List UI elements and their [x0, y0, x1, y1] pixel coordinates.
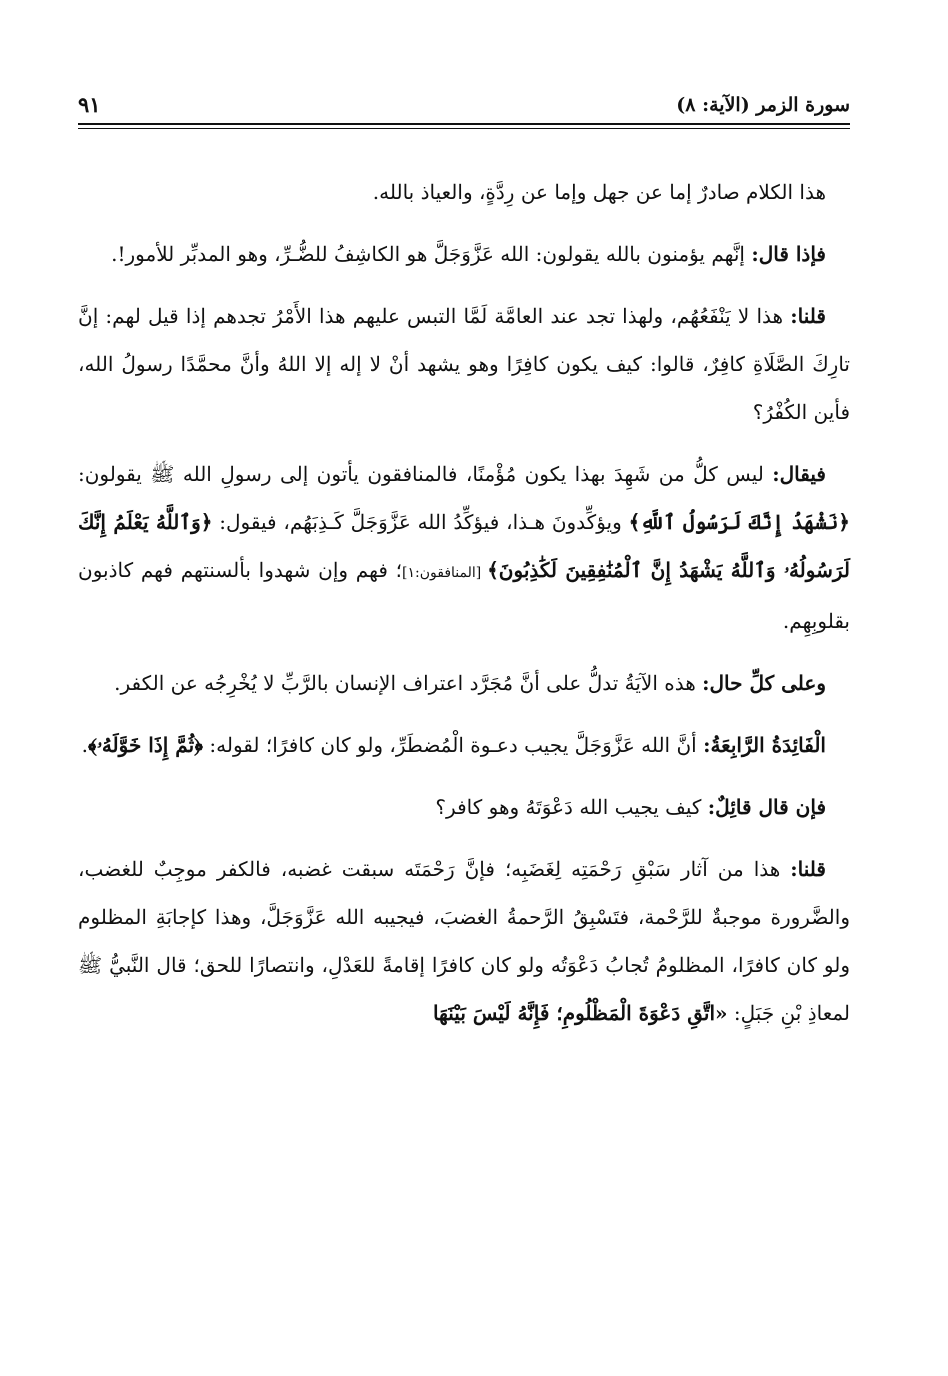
paragraph-text: ؛ فهم وإن شهدوا بألسنتهم فهم كاذبون بقلوبِهِم.	[78, 558, 850, 633]
book-page	[78, 0, 850, 1376]
running-title: سورة الزمر (الآية: ٨)	[676, 94, 850, 116]
paragraph-lead: قلنا:	[790, 304, 826, 328]
paragraph-text: إنَّهم يؤمنون بالله يقولون: الله عَزَّوَجَلَّ هو الكاشِفُ للضُّـرِّ، وهو المدبِّر للأمور!.	[111, 242, 752, 266]
paragraph-lead: فيقال:	[772, 462, 826, 486]
quran-verse: ﴿وَٱللَّهُ يَعْلَمُ إِنَّكَ لَرَسُولُهُۥ وَٱللَّهُ يَشْهَدُ إِنَّ ٱلْمُنَٰفِقِينَ لَكَٰذِبُونَ﴾	[78, 510, 850, 582]
paragraph-text: هذه الآيَةُ تدلُّ على أنَّ مُجَرَّد اعتراف الإنسان بالرَّبِّ لا يُخْرِجُه عن الكفر.	[114, 671, 703, 695]
paragraph-text: كيف يجيب الله دَعْوَتَهُ وهو كافر؟	[435, 795, 708, 819]
paragraph-text: هذا لا يَنْفَعُهُم، ولهذا تجد عند العامَّة لَمَّا التبس عليهم هذا الأَمْرُ تجدهم إذا قيل لهم: إنَّ تارِكَ الصَّلَاةِ كافِرٌ، قالوا: كيف يكون كافِرًا وهو يشهد أنْ لا إله إلا اللهُ وأنَّ محمَّدًا رسولُ الله، فأين الكُفْرُ؟	[78, 304, 850, 424]
paragraph-2	[78, 230, 850, 278]
page-body	[78, 168, 850, 1051]
paragraph-text: هذا الكلام صادرٌ إما عن جهل وإما عن رِدَّةٍ، والعياذ بالله.	[372, 180, 826, 204]
quran-verse: ﴿نَشْهَدُ إِنَّكَ لَرَسُولُ ٱللَّهِ﴾	[628, 510, 851, 534]
paragraph-6	[78, 721, 850, 769]
paragraph-text: أنَّ الله عَزَّوَجَلَّ يجيب دعـوة الْمُضطَرِّ، ولو كان كافرًا؛ لقوله:	[203, 733, 704, 757]
hadith-quote: «اتَّقِ دَعْوَةَ الْمَظْلُومِ؛ فَإِنَّهُ لَيْسَ بَيْنَهَا	[432, 1001, 728, 1025]
paragraph-8	[78, 845, 850, 1037]
verse-reference: [المنافقون:١]	[402, 565, 488, 581]
paragraph-text: هذا من آثار سَبْقِ رَحْمَتِه لِغَضَبِه؛ فإنَّ رَحْمَتَه سبقت غضبه، فالكفر موجِبٌ للغضب، والضَّرورة موجبةٌ للرَّحْمة، فتَسْبِقُ الرَّحمةُ الغضبَ، فيجيبه الله عَزَّوَجَلَّ، وهذا كإجابَةِ المظلوم ولو كان كافرًا، المظلومُ تُجابُ دَعْوَتُه ولو كان كافرًا إقامةً للعَدْلِ، وانتصارًا للحق؛ قال النَّبيُّ ﷺ لمعاذِ بْنِ جَبَلٍ:	[78, 857, 850, 1025]
paragraph-4	[78, 450, 850, 645]
paragraph-text: .	[81, 733, 88, 757]
header-rule-thin	[78, 128, 850, 129]
paragraph-3	[78, 292, 850, 436]
paragraph-lead: فإذا قال:	[751, 242, 826, 266]
page-number: ٩١	[78, 92, 101, 117]
paragraph-lead: وعلى كلِّ حال:	[702, 671, 826, 695]
paragraph-lead: قلنا:	[790, 857, 826, 881]
paragraph-1	[78, 168, 850, 216]
paragraph-5	[78, 659, 850, 707]
paragraph-7	[78, 783, 850, 831]
quran-verse: ﴿ثُمَّ إِذَا خَوَّلَهُۥ﴾	[87, 733, 204, 757]
page-header	[78, 92, 850, 118]
paragraph-text: ويؤكِّدونَ هـذا، فيؤكِّدُ الله عَزَّوَجَلَّ كَـذِبَهُم، فيقول:	[212, 510, 629, 534]
header-rule	[78, 123, 850, 125]
paragraph-text: ليس كلُّ من شَهِدَ بهذا يكون مُؤْمنًا، فالمنافقون يأتون إلى رسولِ الله ﷺ يقولون:	[78, 462, 773, 486]
paragraph-lead: الْفَائِدَةُ الرَّابِعَةُ:	[703, 733, 826, 757]
paragraph-lead: فإن قال قائِلٌ:	[707, 795, 826, 819]
